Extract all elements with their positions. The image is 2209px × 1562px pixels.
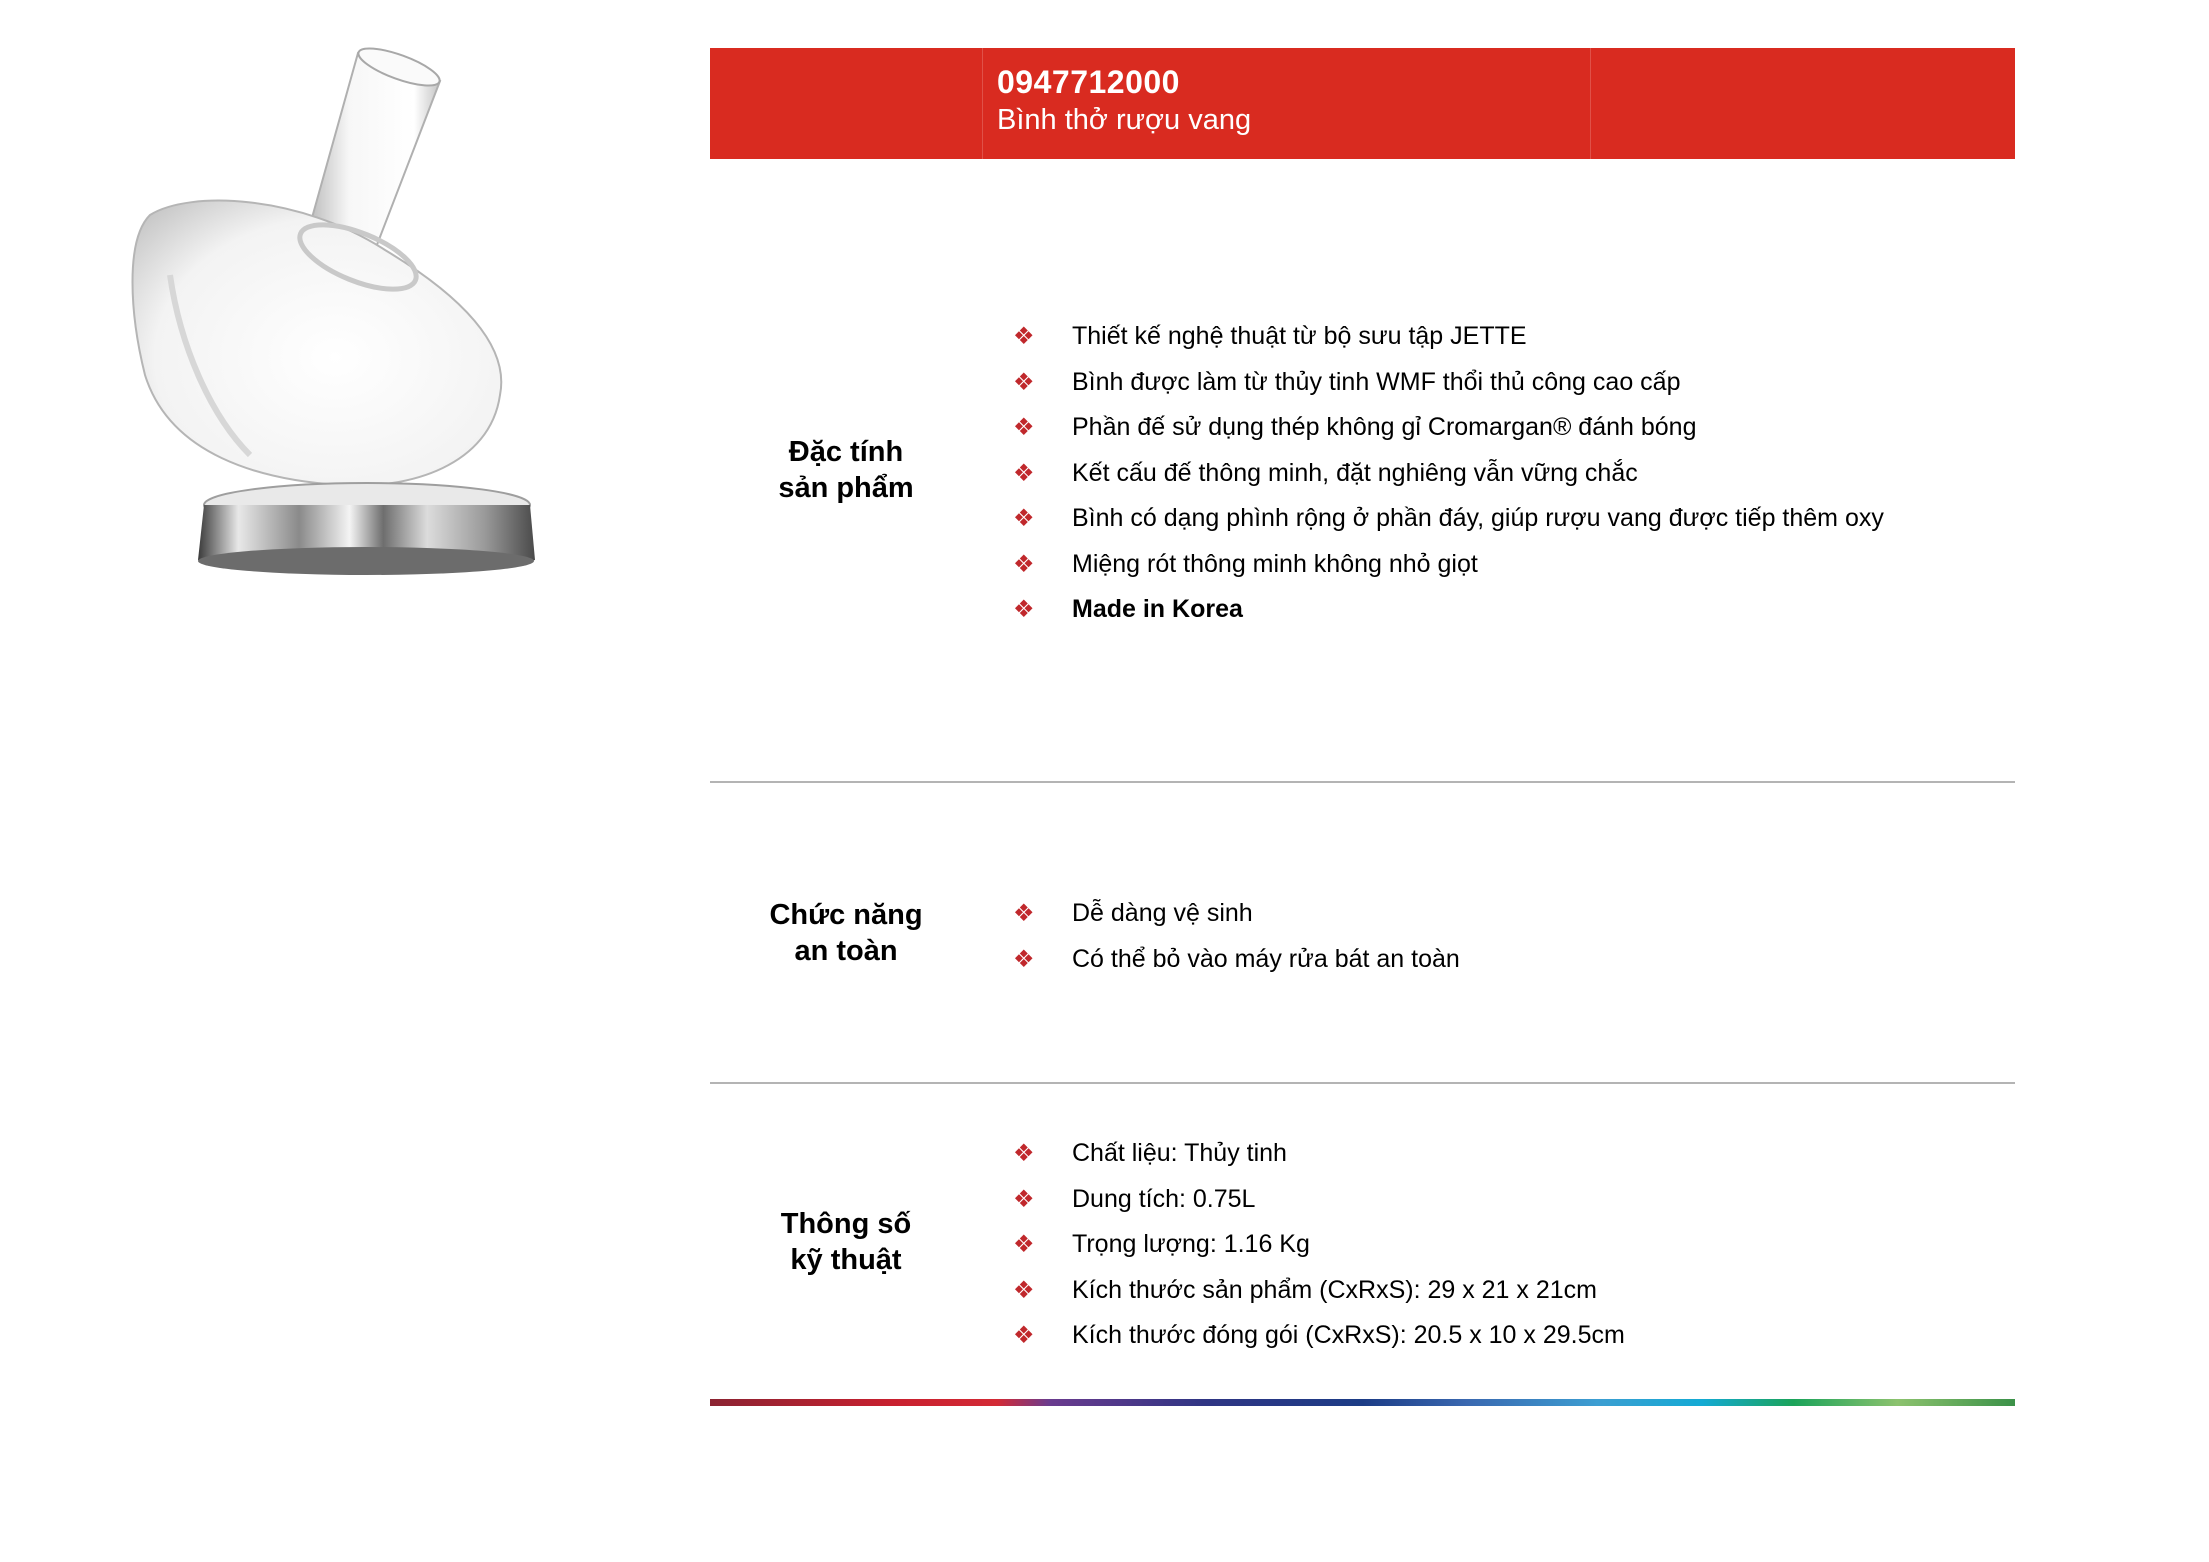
section-divider: [710, 1082, 2015, 1084]
diamond-bullet-icon: ❖: [1013, 368, 1035, 396]
list-item: ❖ Bình có dạng phình rộng ở phần đáy, giúp rượu vang được tiếp thêm oxy: [1010, 496, 1884, 542]
diamond-bullet-icon: ❖: [1013, 505, 1035, 533]
header-divider: [1590, 48, 1591, 159]
list-item: ❖ Kích thước sản phẩm (CxRxS): 29 x 21 x 21cm: [1010, 1268, 1625, 1314]
list-item: ❖ Dễ dàng vệ sinh: [1010, 891, 1460, 937]
diamond-bullet-icon: ❖: [1013, 945, 1035, 973]
header-bar: [710, 48, 2015, 159]
section-divider: [710, 781, 2015, 783]
diamond-bullet-icon: ❖: [1013, 1322, 1035, 1350]
list-item: ❖ Bình được làm từ thủy tinh WMF thổi thủ công cao cấp: [1010, 360, 1884, 406]
header-divider: [982, 48, 983, 159]
diamond-bullet-icon: ❖: [1013, 550, 1035, 578]
diamond-bullet-icon: ❖: [1013, 323, 1035, 351]
section-title-features: Đặc tính sản phẩm: [778, 436, 914, 504]
specs-list: [1010, 1131, 1625, 1359]
product-name: Bình thở rượu vang: [997, 104, 1252, 136]
list-item: ❖ Kích thước đóng gói (CxRxS): 20.5 x 10 x 29.5cm: [1010, 1313, 1625, 1359]
list-item: ❖ Miệng rót thông minh không nhỏ giọt: [1010, 542, 1884, 588]
list-item: ❖ Chất liệu: Thủy tinh: [1010, 1131, 1625, 1177]
brand-color-bar: [710, 1399, 2015, 1406]
diamond-bullet-icon: ❖: [1013, 596, 1035, 624]
section-title-specs: Thông số kỹ thuật: [780, 1208, 912, 1276]
list-item: ❖ Kết cấu đế thông minh, đặt nghiêng vẫn vững chắc: [1010, 451, 1884, 497]
diamond-bullet-icon: ❖: [1013, 1140, 1035, 1168]
decanter-product-image: [110, 45, 580, 590]
list-item: ❖ Phần đế sử dụng thép không gỉ Cromargan® đánh bóng: [1010, 405, 1884, 451]
diamond-bullet-icon: ❖: [1013, 1276, 1035, 1304]
diamond-bullet-icon: ❖: [1013, 459, 1035, 487]
diamond-bullet-icon: ❖: [1013, 1185, 1035, 1213]
section-title-safety: Chức năng an toàn: [769, 899, 923, 967]
diamond-bullet-icon: ❖: [1013, 414, 1035, 442]
list-item: [1010, 587, 1884, 633]
list-item: ❖ Có thể bỏ vào máy rửa bát an toàn: [1010, 937, 1460, 983]
diamond-bullet-icon: ❖: [1013, 900, 1035, 928]
origin-text: Made in Korea: [1072, 595, 1243, 624]
list-item: ❖ Thiết kế nghệ thuật từ bộ sưu tập JETTE: [1010, 314, 1884, 360]
diamond-bullet-icon: ❖: [1013, 1231, 1035, 1259]
list-item: ❖ Trọng lượng: 1.16 Kg: [1010, 1222, 1625, 1268]
product-code: 0947712000: [997, 64, 1180, 100]
list-item: ❖ Dung tích: 0.75L: [1010, 1177, 1625, 1223]
safety-list: [1010, 891, 1460, 982]
feature-list: [1010, 314, 1884, 633]
